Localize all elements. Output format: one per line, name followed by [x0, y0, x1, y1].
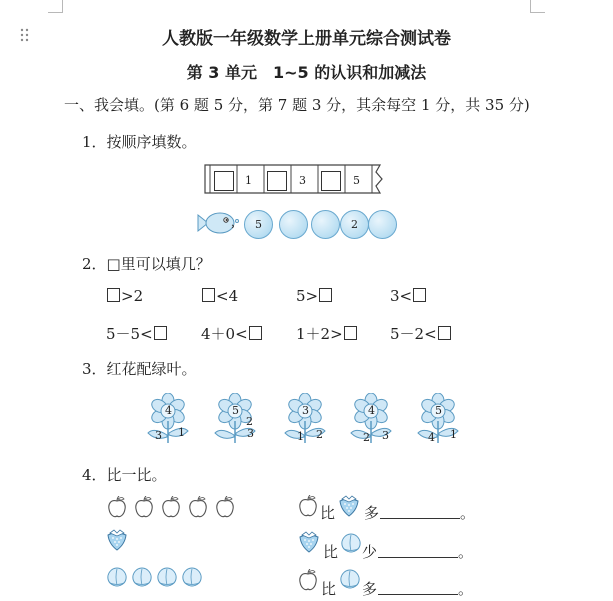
apple-icon — [298, 569, 318, 591]
strip-number: 1 — [245, 174, 252, 187]
leaf-left-number: 2 — [363, 431, 370, 444]
compare-word: 比 — [321, 580, 337, 598]
leaf-right-number: 1 — [178, 426, 185, 439]
compare-item: 5－2< — [390, 323, 452, 344]
compare-word: 比 — [323, 543, 339, 561]
leaf-left-number: 3 — [155, 429, 162, 442]
answer-box[interactable] — [319, 288, 332, 302]
question-2-label: 2．□里可以填几？ — [82, 255, 211, 273]
flower-icon[interactable] — [349, 393, 395, 445]
compare-item: 1＋2> — [296, 323, 358, 344]
leaf-right-number: 3 — [382, 429, 389, 442]
peach-icon — [340, 531, 362, 555]
sentence-end: 。 — [458, 580, 474, 598]
flower-center-number: 3 — [302, 404, 309, 417]
strawberry-icon — [298, 530, 320, 554]
flower-icon[interactable] — [213, 393, 259, 445]
peach-icon — [181, 565, 203, 593]
strip-number: 5 — [353, 174, 360, 187]
answer-blank[interactable] — [380, 504, 460, 519]
bubble: 5 — [244, 210, 273, 239]
flower-center-number: 4 — [368, 404, 375, 417]
leaf-right-number: 1 — [450, 428, 457, 441]
bubble — [279, 210, 308, 239]
strawberry-icon — [106, 528, 128, 556]
sentence-end: 。 — [460, 504, 476, 522]
compare-sentence — [298, 530, 498, 561]
answer-box[interactable] — [107, 288, 120, 302]
strawberry-icon — [338, 494, 360, 518]
compare-item: 5－5< — [106, 323, 168, 344]
flower-icon[interactable] — [283, 393, 329, 445]
flower-center-number: 5 — [232, 404, 239, 417]
leaf-right-number: 2 — [316, 428, 323, 441]
peach-icon — [131, 565, 153, 593]
answer-blank[interactable] — [378, 543, 458, 558]
apple-icon — [161, 496, 181, 522]
section-heading: 一、我会填。(第 6 题 5 分，第 7 题 3 分，其余每空 1 分，共 35 分) — [64, 96, 530, 114]
strip-number: 3 — [299, 174, 306, 187]
answer-blank[interactable] — [378, 580, 458, 595]
answer-box[interactable] — [249, 326, 262, 340]
answer-box[interactable] — [321, 171, 341, 191]
compare-word: 多 — [364, 504, 380, 522]
compare-item: 3< — [390, 287, 427, 305]
compare-sentence — [298, 494, 498, 520]
bubble — [368, 210, 397, 239]
compare-item: <4 — [201, 287, 238, 305]
sentence-end: 。 — [458, 543, 474, 561]
apple-icon — [188, 496, 208, 522]
answer-box[interactable] — [154, 326, 167, 340]
compare-item: >2 — [106, 287, 143, 305]
apple-icon — [298, 495, 318, 517]
fish-icon — [196, 209, 240, 237]
question-4-label: 4．比一比。 — [82, 466, 167, 484]
flower-center-number: 5 — [435, 404, 442, 417]
page-corner-mark — [48, 0, 63, 13]
answer-box[interactable] — [267, 171, 287, 191]
page-corner-mark — [530, 0, 545, 13]
answer-box[interactable] — [344, 326, 357, 340]
compare-item: 5> — [296, 287, 333, 305]
flower-icon[interactable] — [416, 393, 462, 445]
leaf-left-number: 3 — [247, 427, 254, 440]
leaf-right-number: 2 — [246, 415, 253, 428]
bubble — [311, 210, 340, 239]
apple-icon — [107, 496, 127, 522]
bubble: 2 — [340, 210, 369, 239]
answer-box[interactable] — [214, 171, 234, 191]
answer-box[interactable] — [413, 288, 426, 302]
question-1-label: 1．按顺序填数。 — [82, 133, 197, 151]
number-strip — [204, 164, 406, 192]
peach-icon — [106, 565, 128, 593]
leaf-left-number: 4 — [428, 431, 435, 444]
flower-icon[interactable] — [146, 393, 192, 445]
unit-subtitle: 第 3 单元 1~5 的认识和加减法 — [186, 63, 427, 82]
question-3-label: 3．红花配绿叶。 — [82, 360, 197, 378]
apple-icon — [215, 496, 235, 522]
answer-box[interactable] — [438, 326, 451, 340]
compare-word: 少 — [362, 543, 378, 561]
flower-center-number: 4 — [165, 404, 172, 417]
page-title: 人教版一年级数学上册单元综合测试卷 — [162, 29, 451, 49]
peach-icon — [339, 567, 361, 591]
compare-item: 4＋0< — [201, 323, 263, 344]
compare-word: 多 — [362, 580, 378, 598]
answer-box[interactable] — [202, 288, 215, 302]
compare-sentence — [298, 567, 498, 598]
apple-icon — [134, 496, 154, 522]
compare-word: 比 — [320, 504, 336, 522]
peach-icon — [156, 565, 178, 593]
leaf-left-number: 1 — [297, 430, 304, 443]
